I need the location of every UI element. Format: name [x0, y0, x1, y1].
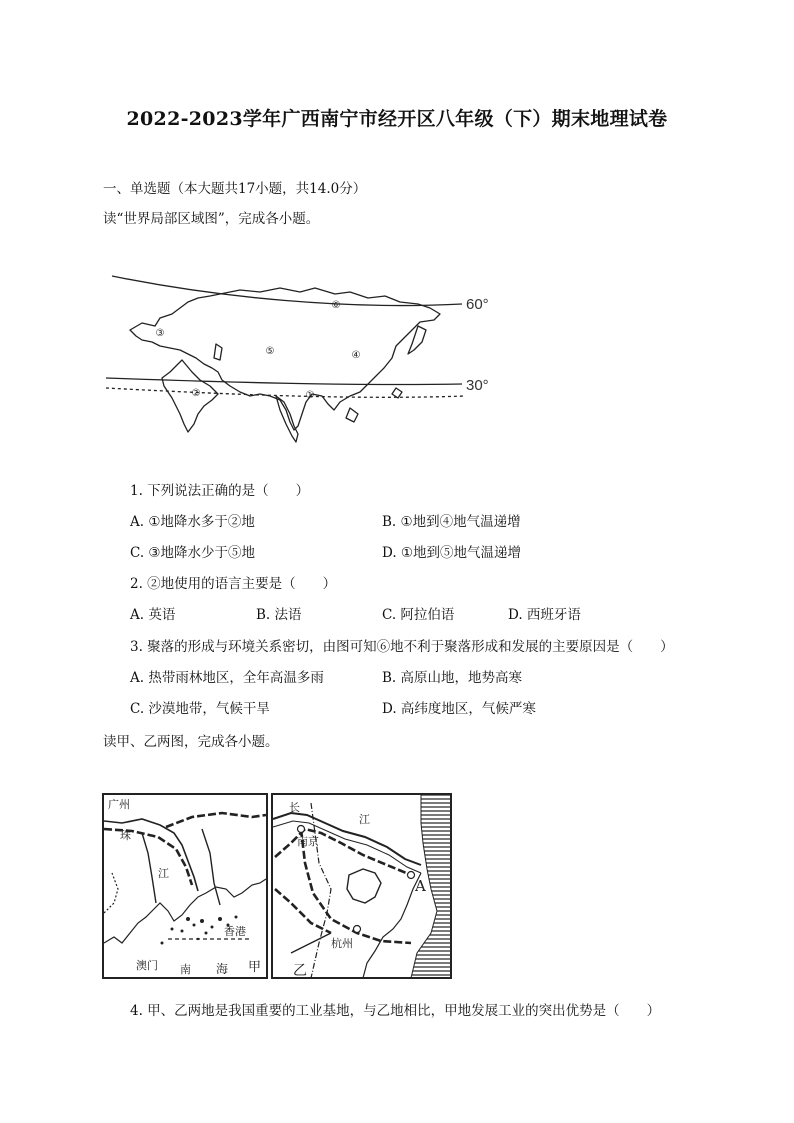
world-region-map — [100, 268, 500, 458]
india-outline — [276, 396, 298, 442]
q3-option-b[interactable]: B. 高原山地，地势高寒 — [382, 670, 523, 686]
marker-1: ① — [305, 390, 315, 401]
marker-4: ④ — [351, 350, 361, 361]
africa-arabia-outline — [162, 360, 218, 432]
question-1-stem: 1. 下列说法正确的是（ ） — [130, 483, 310, 499]
latitude-60-label: 60° — [466, 296, 489, 313]
q1-option-d[interactable]: D. ①地到⑤地气温递增 — [382, 545, 522, 561]
latitude-30-line — [106, 378, 462, 385]
caspian-outline — [214, 344, 222, 360]
exam-title: 2022-2023学年广西南宁市经开区八年级（下）期末地理试卷 — [126, 108, 668, 130]
q3-option-c[interactable]: C. 沙漠地带，气候干旱 — [130, 701, 270, 717]
island-outline-2 — [346, 408, 358, 422]
q2-option-b[interactable]: B. 法语 — [256, 607, 302, 623]
map-jia-pearl-river-delta — [102, 793, 268, 979]
label-jiang: 江 — [158, 867, 169, 880]
label-jiang: 江 — [359, 813, 370, 826]
a-city-icon — [408, 872, 415, 879]
label-a: A — [415, 877, 426, 895]
q1-option-b[interactable]: B. ①地到④地气温递增 — [382, 514, 521, 530]
reading-instruction-1: 读“世界局部区域图”，完成各小题。 — [103, 211, 320, 227]
label-guangzhou: 广州 — [108, 798, 130, 811]
island-outline — [392, 388, 402, 398]
question-3-stem: 3. 聚落的形成与环境关系密切，由图可知⑥地不利于聚落形成和发展的主要原因是（ ） — [130, 639, 674, 655]
reading-instruction-2: 读甲、乙两图，完成各小题。 — [103, 734, 279, 750]
label-zhu: 珠 — [120, 829, 131, 842]
hangzhou-city-icon — [354, 926, 361, 933]
q3-option-a[interactable]: A. 热带雨林地区，全年高温多雨 — [130, 670, 324, 686]
q1-option-c[interactable]: C. ③地降水少于⑤地 — [130, 545, 256, 561]
q2-option-c[interactable]: C. 阿拉伯语 — [382, 607, 455, 623]
marker-6: ⑥ — [331, 300, 341, 311]
label-jia: 甲 — [248, 960, 262, 975]
q1-option-a[interactable]: A. ①地降水多于②地 — [130, 514, 255, 530]
label-nanjing: 南京 — [297, 835, 319, 848]
section-heading: 一、单选题（本大题共17小题，共14.0分） — [103, 181, 367, 197]
label-hongkong: 香港 — [224, 925, 246, 938]
marker-2: ② — [191, 388, 201, 399]
label-chang: 长 — [289, 801, 300, 814]
latitude-30-label: 30° — [466, 377, 489, 394]
label-macau: 澳门 — [136, 959, 158, 972]
q3-option-d[interactable]: D. 高纬度地区，气候严寒 — [382, 701, 536, 717]
marker-5: ⑤ — [265, 346, 275, 357]
label-nan: 南 — [180, 963, 191, 976]
q2-option-d[interactable]: D. 西班牙语 — [508, 607, 581, 623]
japan-outline — [408, 326, 426, 354]
marker-3: ③ — [155, 328, 165, 339]
eurasia-outline — [130, 288, 440, 430]
label-yi: 乙 — [293, 963, 307, 979]
map-yi-yangtze-river-delta — [271, 793, 452, 979]
question-2-stem: 2. ②地使用的语言主要是（ ） — [130, 576, 337, 592]
q2-option-a[interactable]: A. 英语 — [130, 607, 176, 623]
latitude-60-line — [112, 276, 462, 306]
label-hai: 海 — [216, 962, 229, 976]
tropic-dashed-line — [106, 388, 465, 397]
nanjing-city-icon — [298, 826, 305, 833]
label-hangzhou: 杭州 — [331, 937, 353, 950]
question-4-stem: 4. 甲、乙两地是我国重要的工业基地，与乙地相比，甲地发展工业的突出优势是（ ） — [130, 1003, 661, 1019]
